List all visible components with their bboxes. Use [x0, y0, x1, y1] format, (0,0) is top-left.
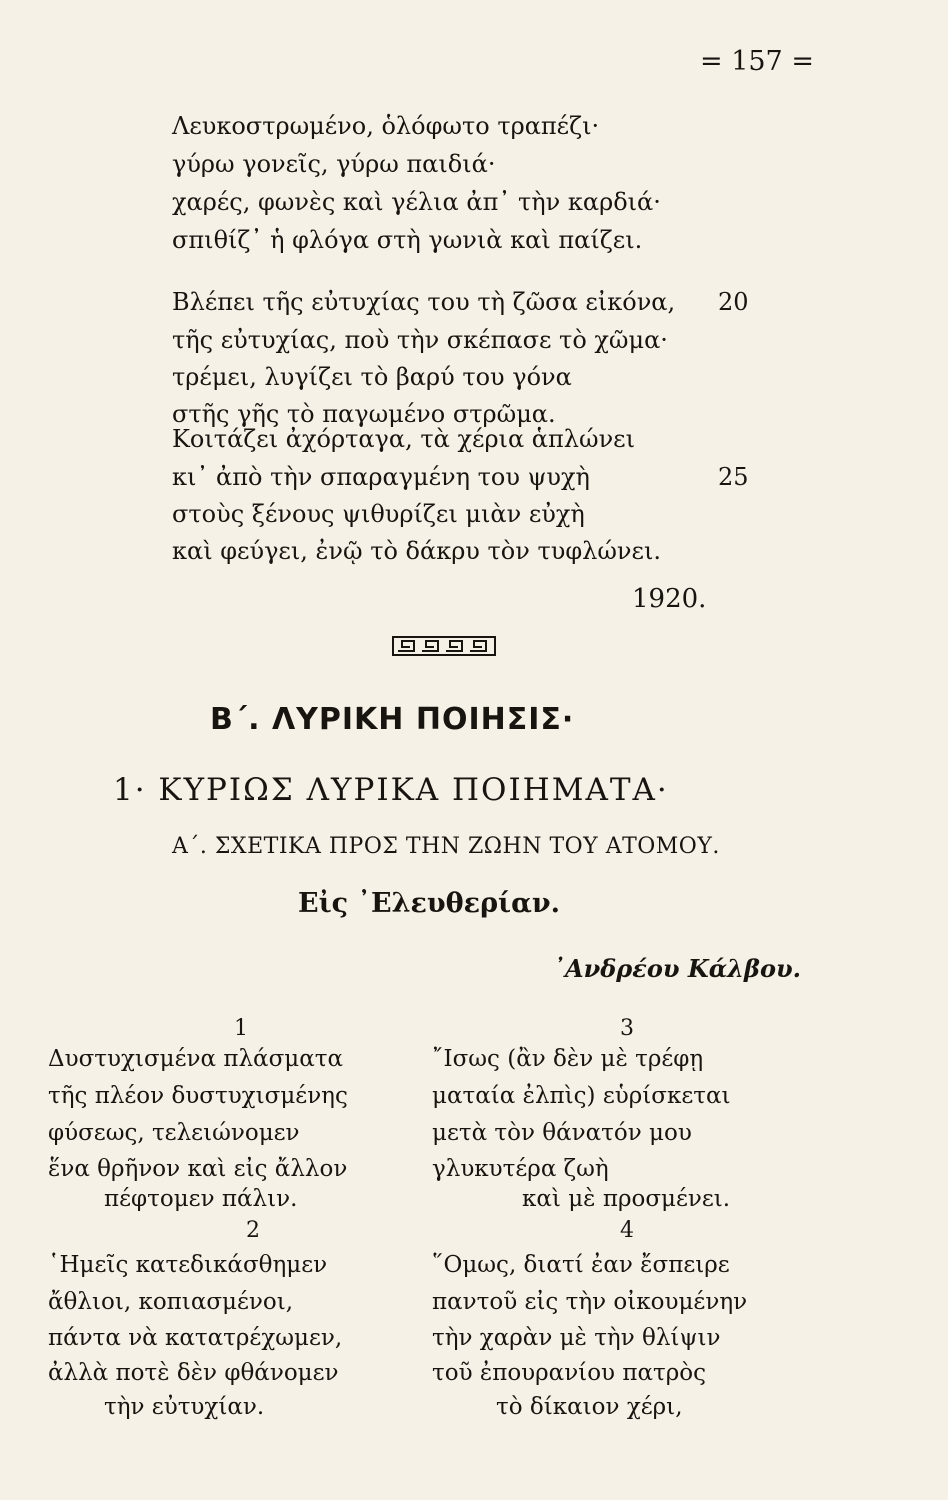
subsection-title: 1· ΚΥΡΙΩΣ ΛΥΡΙΚΑ ΠΟΙΗΜΑΤΑ·	[113, 772, 669, 808]
section-title: Β΄. ΛΥΡΙΚΗ ΠΟΙΗΣΙΣ·	[210, 702, 575, 737]
stanza-line: τῆς πλέον δυστυχισμένης	[48, 1083, 348, 1109]
stanza-number: 3	[620, 1016, 634, 1041]
stanza-line: ματαία ἐλπὶς) εὑρίσκεται	[432, 1083, 731, 1109]
stanza-line: ῾Ημεῖς κατεδικάσθημεν	[48, 1252, 328, 1278]
stanza-line: τὴν χαρὰν μὲ τὴν θλίψιν	[432, 1325, 721, 1351]
subsubsection-title: Α΄. ΣΧΕΤΙΚΑ ΠΡΟΣ ΤΗΝ ΖΩΗΝ ΤΟΥ ΑΤΟΜΟΥ.	[172, 834, 720, 859]
poem-line: Λευκοστρωμένο, ὁλόφωτο τραπέζι·	[172, 112, 600, 140]
line-number: 20	[718, 288, 749, 316]
stanza-line: τὴν εὐτυχίαν.	[104, 1394, 265, 1420]
greek-key-ornament	[392, 636, 496, 656]
line-number: 25	[718, 463, 749, 491]
stanza-line: ἕνα θρῆνον καὶ εἰς ἄλλον	[48, 1156, 348, 1182]
poem-line: τῆς εὐτυχίας, ποὺ τὴν σκέπασε τὸ χῶμα·	[172, 326, 668, 354]
poem-line: τρέμει, λυγίζει τὸ βαρύ του γόνα	[172, 363, 572, 391]
page-number: = 157 =	[700, 46, 814, 77]
stanza-line: ἀλλὰ ποτὲ δὲν φθάνομεν	[48, 1360, 339, 1386]
stanza-line: ῞Ομως, διατί ἐαν ἔσπειρε	[432, 1252, 730, 1278]
poem-line: Βλέπει τῆς εὐτυχίας του τὴ ζῶσα εἰκόνα,	[172, 288, 676, 316]
poem-title: Εἰς ᾿Ελευθερίαν.	[298, 888, 560, 919]
poem-line: στῆς γῆς τὸ παγωμένο στρῶμα.	[172, 400, 556, 428]
stanza-line: ἄθλιοι, κοπιασμένοι,	[48, 1289, 294, 1315]
stanza-line: πέφτομεν πάλιν.	[104, 1186, 298, 1212]
poem-year: 1920.	[632, 584, 707, 614]
poem-line: Κοιτάζει ἀχόρταγα, τὰ χέρια ἁπλώνει	[172, 425, 635, 453]
stanza-line: ῎Ισως (ἂν δὲν μὲ τρέφῃ	[432, 1046, 704, 1072]
stanza-number: 2	[246, 1218, 260, 1243]
poem-line: γύρω γονεῖς, γύρω παιδιά·	[172, 150, 496, 178]
stanza-line: Δυστυχισμένα πλάσματα	[48, 1046, 344, 1072]
stanza-line: φύσεως, τελειώνομεν	[48, 1120, 300, 1146]
poem-line: χαρές, φωνὲς καὶ γέλια ἀπ᾿ τὴν καρδιά·	[172, 188, 661, 216]
poem-line: καὶ φεύγει, ἐνῷ τὸ δάκρυ τὸν τυφλώνει.	[172, 537, 661, 565]
stanza-line: παντοῦ εἰς τὴν οἰκουμένην	[432, 1289, 748, 1315]
stanza-line: τοῦ ἐπουρανίου πατρὸς	[432, 1360, 706, 1386]
stanza-line: μετὰ τὸν θάνατόν μου	[432, 1120, 692, 1146]
poem-line: κι᾿ ἀπὸ τὴν σπαραγμένη του ψυχὴ	[172, 463, 590, 491]
stanza-line: τὸ δίκαιον χέρι,	[496, 1394, 683, 1420]
poem-line: στοὺς ξένους ψιθυρίζει μιὰν εὐχὴ	[172, 500, 585, 528]
stanza-line: πάντα νὰ κατατρέχωμεν,	[48, 1325, 343, 1351]
stanza-number: 1	[234, 1016, 248, 1041]
poem-author: ᾿Ανδρέου Κάλβου.	[553, 954, 801, 983]
stanza-line: γλυκυτέρα ζωὴ	[432, 1156, 609, 1182]
stanza-number: 4	[620, 1218, 634, 1243]
poem-line: σπιθίζ᾿ ἡ φλόγα στὴ γωνιὰ καὶ παίζει.	[172, 226, 643, 254]
stanza-line: καὶ μὲ προσμένει.	[522, 1186, 731, 1212]
